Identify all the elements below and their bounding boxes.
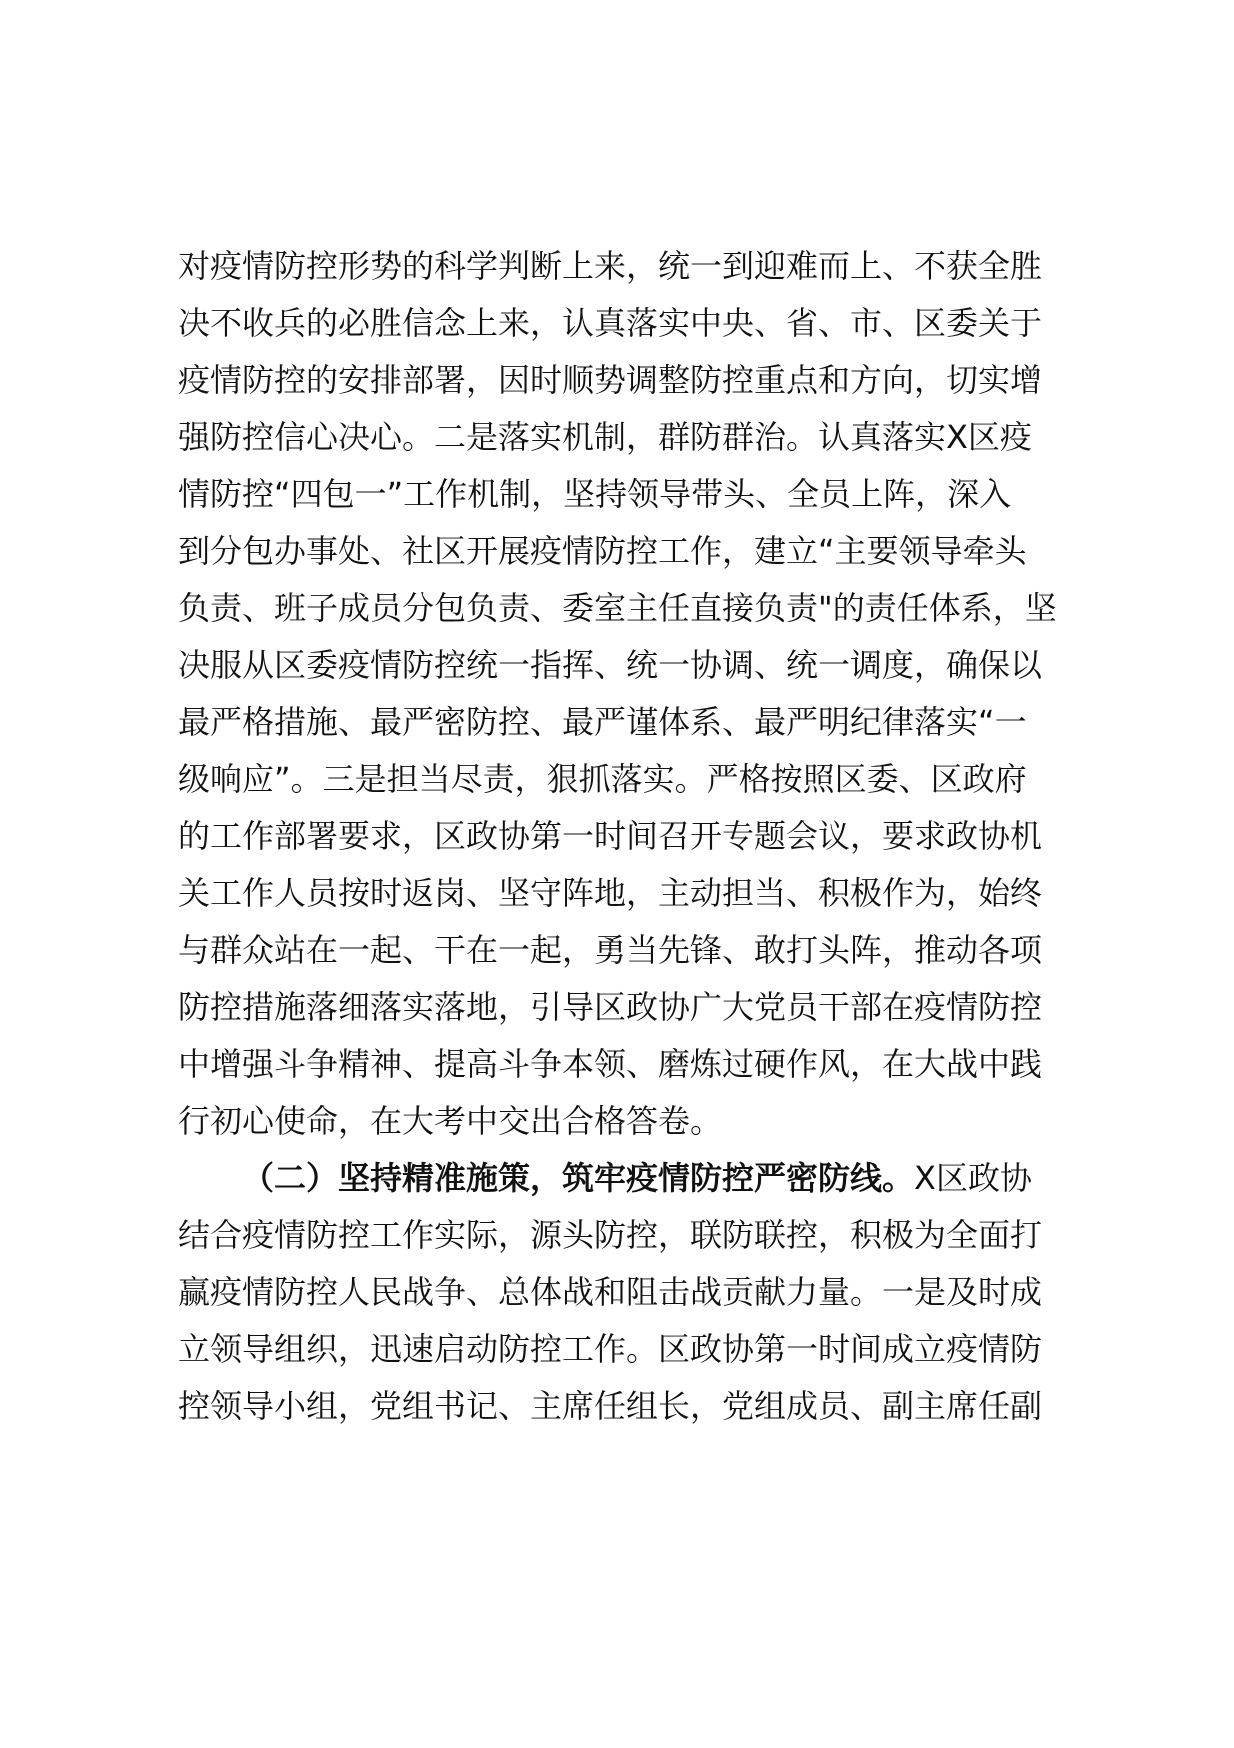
section-heading: （二）坚持精准施策，筑牢疫情防控严密防线。 bbox=[242, 1159, 915, 1197]
text-line: 控领导小组，党组书记、主席任组长，党组成员、副主席任副 bbox=[178, 1387, 1043, 1425]
text-line: 决服从区委疫情防控统一指挥、统一协调、统一调度，确保以 bbox=[178, 646, 1043, 684]
text-line: 最严格措施、最严密防控、最严谨体系、最严明纪律落实“一 bbox=[178, 703, 1027, 741]
text-line: 结合疫情防控工作实际，源头防控，联防联控，积极为全面打 bbox=[178, 1216, 1043, 1254]
text-line: 决不收兵的必胜信念上来，认真落实中央、省、市、区委关于 bbox=[178, 304, 1043, 342]
text-line: 对疫情防控形势的科学判断上来，统一到迎难而上、不获全胜 bbox=[178, 247, 1043, 285]
text-line: 立领导组织，迅速启动防控工作。区政协第一时间成立疫情防 bbox=[178, 1330, 1043, 1368]
text-line: 疫情防控的安排部署，因时顺势调整防控重点和方向，切实增 bbox=[178, 361, 1043, 399]
text-line: 与群众站在一起、干在一起，勇当先锋、敢打头阵，推动各项 bbox=[178, 931, 1043, 969]
text-line: 强防控信心决心。二是落实机制，群防群治。认真落实X区疫 bbox=[178, 418, 1032, 456]
text-line: 行初心使命，在大考中交出合格答卷。 bbox=[178, 1102, 723, 1140]
text-line: 到分包办事处、社区开展疫情防控工作，建立“主要领导牵头 bbox=[178, 532, 1027, 570]
text-line: 情防控“四包一”工作机制，坚持领导带头、全员上阵，深入 bbox=[178, 475, 1012, 513]
text-line: 防控措施落细落实落地，引导区政协广大党员干部在疫情防控 bbox=[178, 988, 1043, 1026]
text-line: 中增强斗争精神、提高斗争本领、磨炼过硬作风，在大战中践 bbox=[178, 1045, 1043, 1083]
text-line: 赢疫情防控人民战争、总体战和阻击战贡献力量。一是及时成 bbox=[178, 1273, 1043, 1311]
section-heading-line bbox=[178, 1148, 1032, 1208]
text-line: 的工作部署要求，区政协第一时间召开专题会议，要求政协机 bbox=[178, 817, 1043, 855]
section-heading-tail: X区政协 bbox=[914, 1159, 1032, 1197]
text-line: 关工作人员按时返岗、坚守阵地，主动担当、积极作为，始终 bbox=[178, 874, 1043, 912]
text-line: 级响应”。三是担当尽责，狠抓落实。严格按照区委、区政府 bbox=[178, 760, 1027, 798]
text-line: 负责、班子成员分包负责、委室主任直接负责"的责任体系，坚 bbox=[178, 589, 1057, 627]
